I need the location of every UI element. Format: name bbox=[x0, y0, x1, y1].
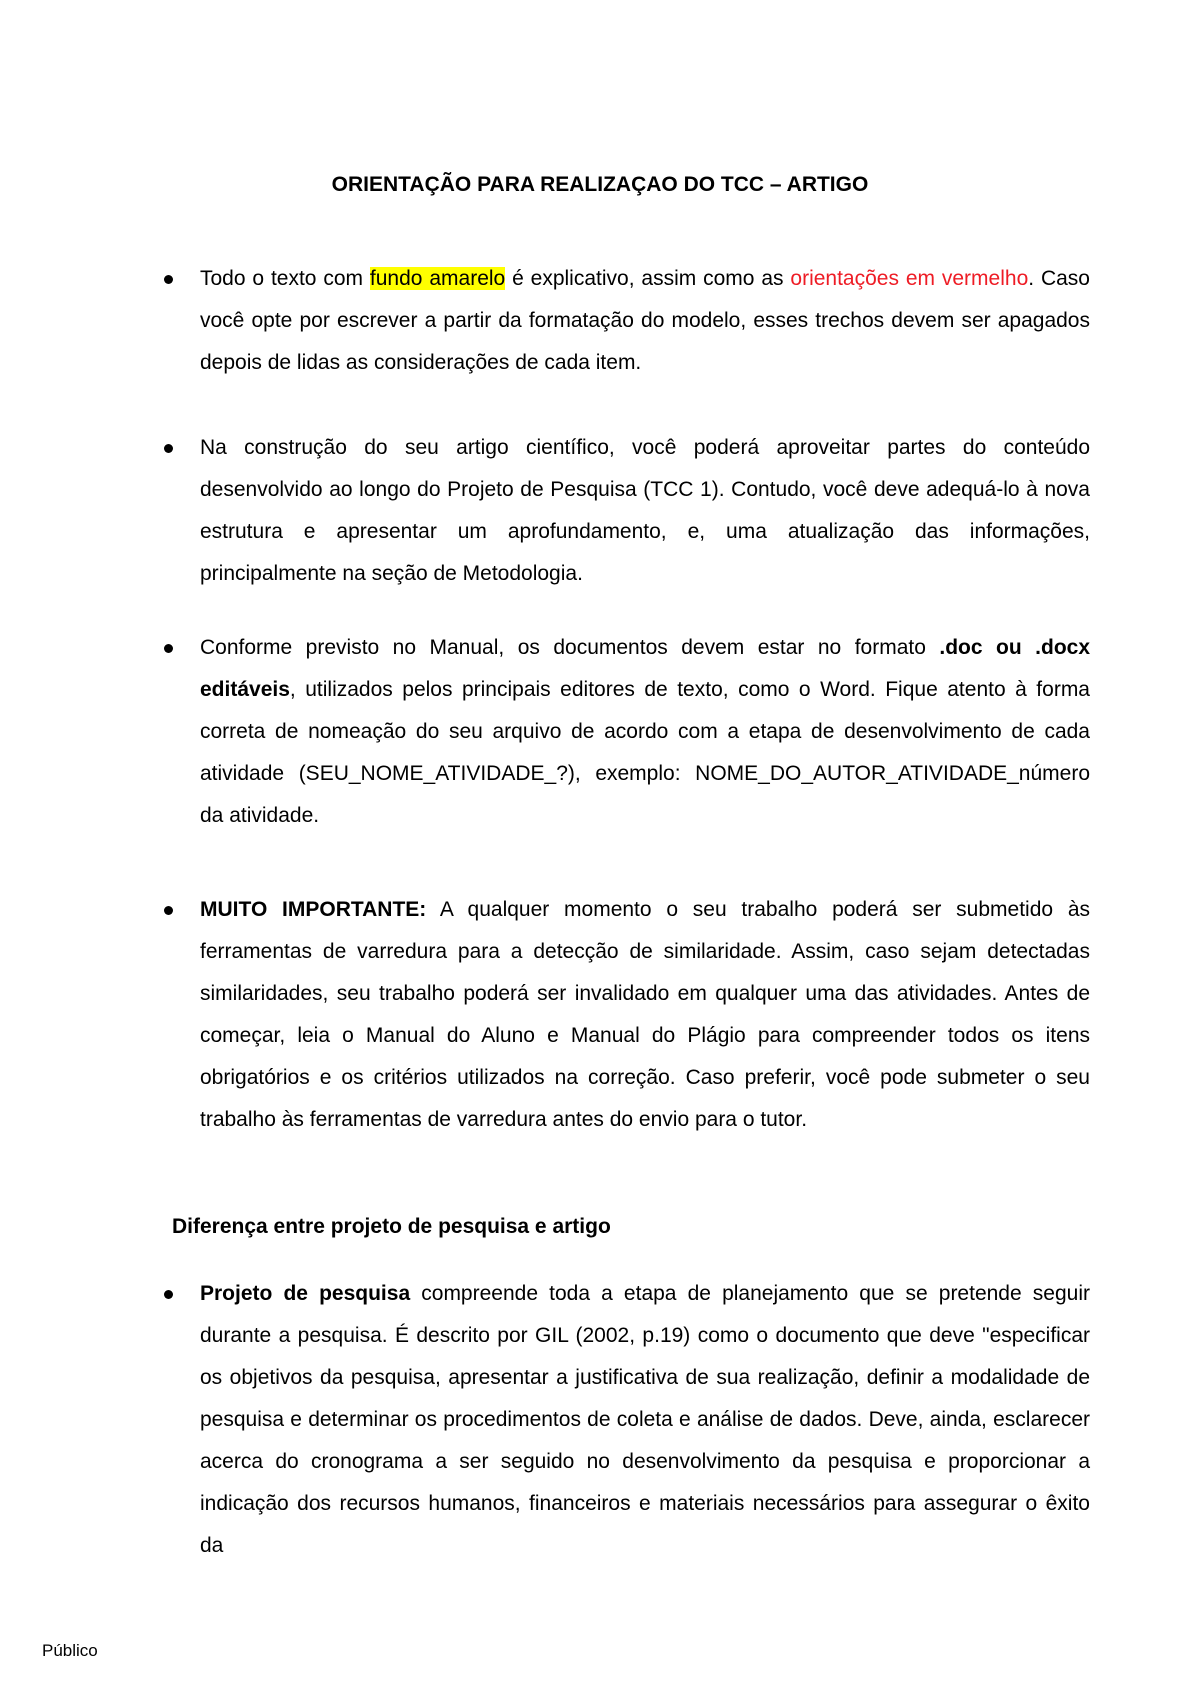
bullet-text: Todo o texto com bbox=[200, 267, 370, 290]
bullet-text: A qualquer momento o seu trabalho poderá ser submetido às ferramentas de varredura para a detecção de similaridade. Assim, caso sejam detectadas similaridades, seu trabalho poderá ser invalidado em qualquer uma das atividades. Antes de começar, leia o Manual do Aluno e Manual do Plágio para compreender todos os itens obrigatórios e os critérios utilizados na correção. Caso preferir, você pode submeter o seu trabalho às ferramentas de varredura antes do envio para o tutor. bbox=[200, 898, 1090, 1131]
bullet-dot-icon bbox=[164, 906, 173, 915]
section-heading: Diferença entre projeto de pesquisa e artigo bbox=[172, 1215, 611, 1238]
bullet-text: compreende toda a etapa de planejamento que se pretende seguir durante a pesquisa. É descrito por GIL (2002, p.19) como o documento que deve "especificar os objetivos da pesquisa, apresentar a justificativa de sua realização, definir a modalidade de pesquisa e determinar os procedimentos de coleta e análise de dados. Deve, ainda, esclarecer acerca do cronograma a ser seguido no desenvolvimento da pesquisa e proporcionar a indicação dos recursos humanos, financeiros e materiais necessários para assegurar o êxito da bbox=[200, 1282, 1090, 1557]
bullet-item bbox=[200, 889, 1090, 1141]
bullet-item bbox=[200, 627, 1090, 837]
bullet-text: Na construção do seu artigo científico, você poderá aproveitar partes do conteúdo desenvolvido ao longo do Projeto de Pesquisa (TCC 1). Contudo, você deve adequá-lo à nova estrutura e apresentar um aprofundamento, e, uma atualização das informações, principalmente na seção de Metodologia. bbox=[200, 436, 1090, 585]
bullet-item bbox=[200, 427, 1090, 595]
bullet-text: , utilizados pelos principais editores de texto, como o Word. Fique atento à forma correta de nomeação do seu arquivo de acordo com a etapa de desenvolvimento de cada atividade (SEU_NOME_ATIVIDADE_?), exemplo: NOME_DO_AUTOR_ATIVIDADE_número da atividade. bbox=[200, 678, 1090, 827]
bold-text: MUITO IMPORTANTE: bbox=[200, 898, 427, 921]
bullet-text: . Caso você opte por escrever a partir da formatação do modelo, esses trechos devem ser apagados depois de lidas as considerações de cada item. bbox=[200, 267, 1090, 374]
bullet-dot-icon bbox=[164, 644, 173, 653]
highlighted-text: fundo amarelo bbox=[369, 267, 506, 290]
bullet-text: é explicativo, assim como as bbox=[505, 267, 791, 290]
bullet-dot-icon bbox=[164, 444, 173, 453]
red-text: orientações em vermelho bbox=[790, 267, 1029, 290]
footer-label: Público bbox=[42, 1641, 98, 1660]
bold-text: Projeto de pesquisa bbox=[200, 1282, 411, 1305]
bullet-text: Conforme previsto no Manual, os documentos devem estar no formato bbox=[200, 636, 940, 659]
bullet-dot-icon bbox=[164, 1290, 173, 1299]
document-title: ORIENTAÇÃO PARA REALIZAÇAO DO TCC – ARTIGO bbox=[331, 173, 869, 196]
bullet-item bbox=[200, 1273, 1090, 1567]
bullet-item bbox=[200, 258, 1090, 384]
bold-text: .doc ou .docx editáveis bbox=[200, 636, 1091, 701]
bullet-dot-icon bbox=[164, 275, 173, 284]
